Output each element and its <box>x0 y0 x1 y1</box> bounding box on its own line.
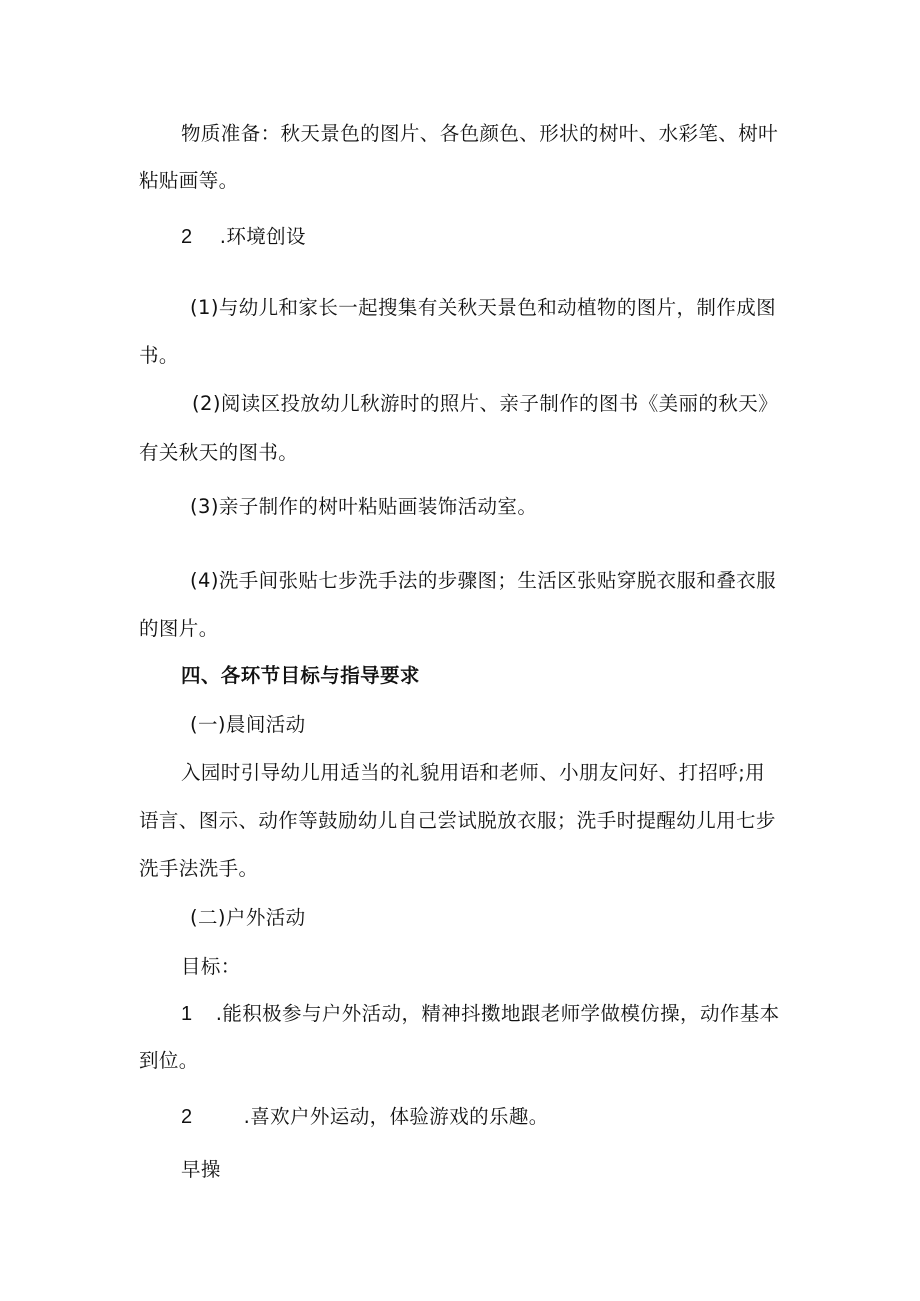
environment-item-4-line-1: (4)洗手间张贴七步洗手法的步骤图；生活区张贴穿脱衣服和叠衣服 <box>190 569 777 592</box>
morning-activity-line-1: 入园时引导幼儿用适当的礼貌用语和老师、小朋友问好、打招呼;用 <box>181 761 766 784</box>
morning-activity-line-2: 语言、图示、动作等鼓励幼儿自己尝试脱放衣服；洗手时提醒幼儿用七步 <box>139 809 776 832</box>
morning-exercise-label: 早操 <box>181 1158 221 1181</box>
outdoor-goal-1-text: .能积极参与户外活动，精神抖擞地跟老师学做模仿操，动作基本 <box>215 1002 780 1025</box>
environment-item-4-line-2: 的图片。 <box>139 617 219 640</box>
outdoor-activity-heading: (二)户外活动 <box>190 906 306 929</box>
environment-item-1-line-1: (1)与幼儿和家长一起搜集有关秋天景色和动植物的图片，制作成图 <box>190 296 777 319</box>
environment-item-1-line-2: 书。 <box>139 344 179 367</box>
outdoor-goal-2-text: .喜欢户外运动，体验游戏的乐趣。 <box>243 1105 549 1128</box>
materials-line-2: 粘贴画等。 <box>139 169 239 192</box>
environment-heading <box>181 223 306 251</box>
section-4-heading: 四、各环节目标与指导要求 <box>181 664 420 687</box>
outdoor-goal-label: 目标： <box>181 955 241 978</box>
outdoor-goal-1-line-2: 到位。 <box>139 1049 199 1072</box>
environment-item-2-line-2: 有关秋天的图书。 <box>139 441 299 464</box>
morning-activity-heading: (一)晨间活动 <box>190 713 306 736</box>
environment-item-3: (3)亲子制作的树叶粘贴画装饰活动室。 <box>190 495 538 518</box>
outdoor-goal-2 <box>181 1103 549 1131</box>
materials-line-1: 物质准备：秋天景色的图片、各色颜色、形状的树叶、水彩笔、树叶 <box>181 122 779 145</box>
outdoor-goal-1-number: 1 <box>181 1003 193 1025</box>
environment-heading-text: .环境创设 <box>219 225 306 248</box>
morning-activity-line-3: 洗手法洗手。 <box>139 857 259 880</box>
outdoor-goal-2-number: 2 <box>181 1106 193 1128</box>
outdoor-goal-1-line-1 <box>181 1000 780 1028</box>
environment-heading-number: 2 <box>181 226 193 248</box>
environment-item-2-line-1: (2)阅读区投放幼儿秋游时的照片、亲子制作的图书《美丽的秋天》 <box>192 392 779 415</box>
